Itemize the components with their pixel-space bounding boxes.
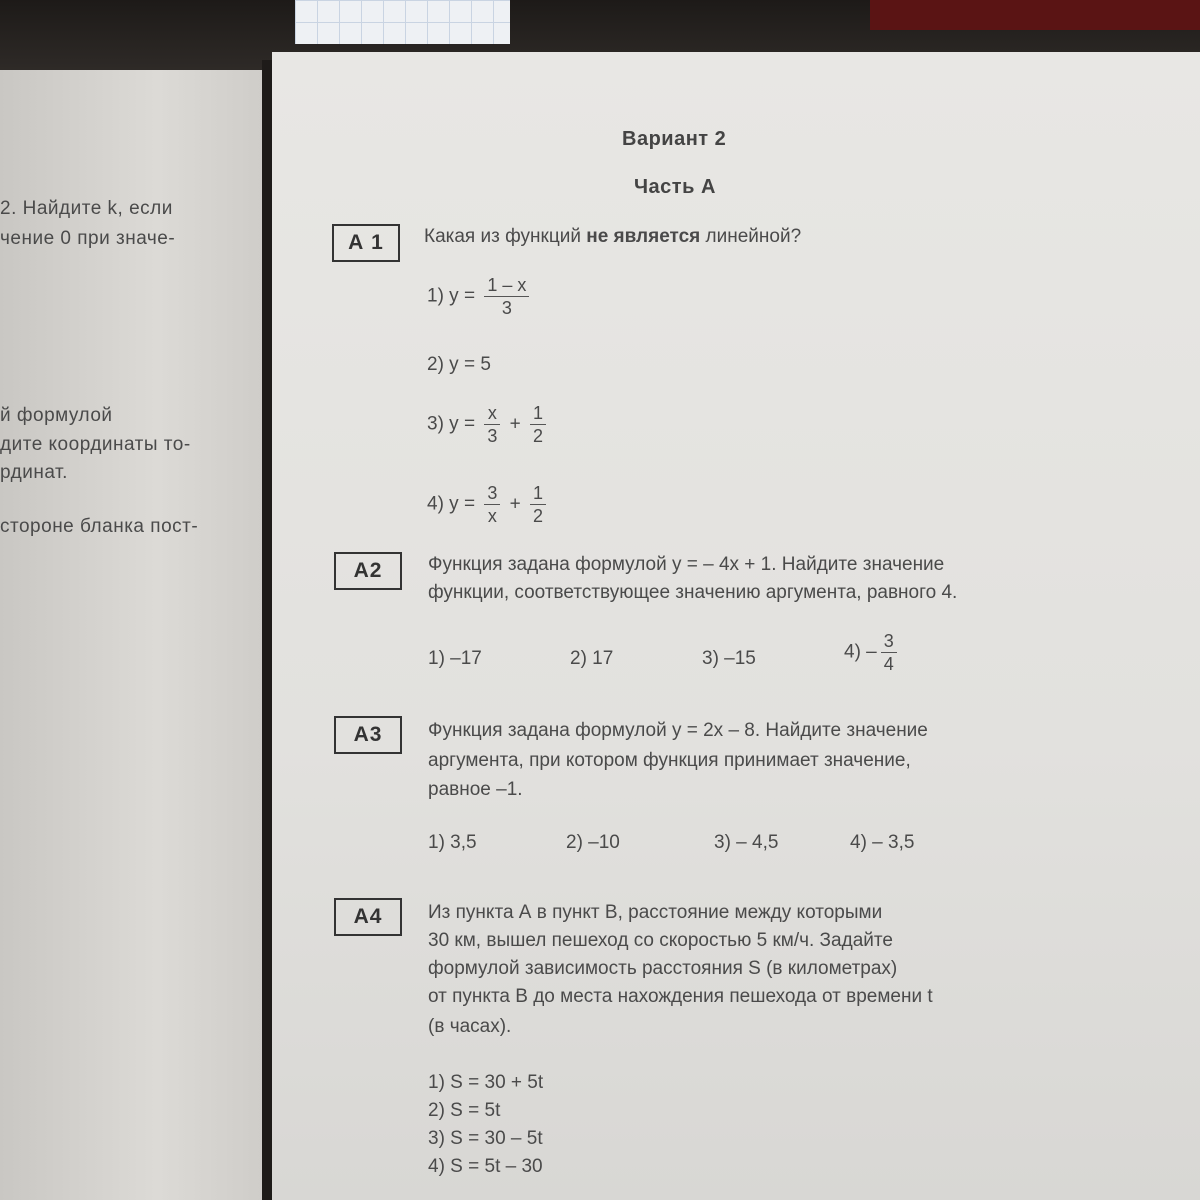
task-label-a2: А2 xyxy=(334,552,402,590)
a2-o4-den: 4 xyxy=(883,654,894,674)
a2-option-3: 3) –15 xyxy=(702,648,756,669)
a1-o3-fraction-2 xyxy=(530,402,546,447)
a1-option-4 xyxy=(427,482,550,527)
a1-option-3 xyxy=(427,402,550,447)
a4-question-line-4: от пункта В до места нахождения пешехода от времени t xyxy=(428,986,933,1007)
a4-option-2: 2) S = 5t xyxy=(428,1100,501,1121)
a1-o3-num1: x xyxy=(484,402,500,425)
a1-o3-num2: 1 xyxy=(530,402,546,425)
a3-question-line-3: равное –1. xyxy=(428,779,523,800)
a3-question-line-2: аргумента, при котором функция принимает значение, xyxy=(428,750,911,771)
a1-o1-num: 1 – x xyxy=(484,274,529,297)
a4-question-line-5: (в часах). xyxy=(428,1016,512,1037)
a1-question-pre: Какая из функций xyxy=(424,226,587,247)
a1-o4-fraction-1 xyxy=(484,482,500,527)
a2-question-line-1: Функция задана формулой y = – 4x + 1. Найдите значение xyxy=(428,554,945,575)
a3-option-2: 2) –10 xyxy=(566,832,620,853)
a2-o4-fraction xyxy=(881,630,897,675)
left-line-6: стороне бланка пост- xyxy=(0,516,199,537)
a4-question-line-1: Из пункта А в пункт В, расстояние между которыми xyxy=(428,902,883,923)
a1-o4-plus: + xyxy=(509,493,521,515)
a4-question-line-2: 30 км, вышел пешеход со скоростью 5 км/ч. Задайте xyxy=(428,930,893,951)
a1-o4-den2: 2 xyxy=(533,506,544,526)
a1-o3-prefix: 3) y = xyxy=(427,413,481,435)
a4-option-1: 1) S = 30 + 5t xyxy=(428,1072,544,1093)
left-line-1: 2. Найдите k, если xyxy=(0,198,173,219)
right-page xyxy=(272,52,1200,1200)
a1-o4-num1: 3 xyxy=(484,482,500,505)
a1-o4-prefix: 4) y = xyxy=(427,493,481,515)
a3-option-4: 4) – 3,5 xyxy=(850,832,915,853)
a1-question xyxy=(424,222,801,252)
a2-option-4 xyxy=(844,630,901,675)
a1-o4-num2: 1 xyxy=(530,482,546,505)
a2-option-1: 1) –17 xyxy=(428,648,482,669)
a1-question-bold: не является xyxy=(586,226,701,247)
a1-o3-den2: 2 xyxy=(533,426,544,446)
a1-o4-den1: x xyxy=(487,506,497,526)
part-title: Часть А xyxy=(634,176,716,198)
left-line-5: рдинат. xyxy=(0,462,68,483)
a1-o1-den: 3 xyxy=(501,298,512,318)
a1-question-post: линейной? xyxy=(700,226,802,247)
a4-question-line-3: формулой зависимость расстояния S (в километрах) xyxy=(428,958,898,979)
left-page xyxy=(0,70,262,1200)
left-line-3: й формулой xyxy=(0,405,113,426)
a2-o4-num: 3 xyxy=(881,630,897,653)
a1-o1-prefix: 1) y = xyxy=(427,285,481,307)
task-label-a3: А3 xyxy=(334,716,402,754)
a3-question-line-1: Функция задана формулой y = 2x – 8. Найдите значение xyxy=(428,720,928,741)
a2-o4-prefix: 4) – xyxy=(844,641,877,663)
a4-option-4: 4) S = 5t – 30 xyxy=(428,1156,543,1177)
a4-option-3: 3) S = 30 – 5t xyxy=(428,1128,543,1149)
a2-option-2: 2) 17 xyxy=(570,648,614,669)
task-label-a1: А 1 xyxy=(332,224,400,262)
left-line-2: чение 0 при значе- xyxy=(0,228,176,249)
a1-option-1 xyxy=(427,274,533,319)
a1-o4-fraction-2 xyxy=(530,482,546,527)
variant-title: Вариант 2 xyxy=(622,128,727,150)
a1-o1-fraction xyxy=(484,274,529,319)
a3-option-3: 3) – 4,5 xyxy=(714,832,779,853)
red-object xyxy=(870,0,1200,30)
a1-o3-den1: 3 xyxy=(487,426,498,446)
a3-option-1: 1) 3,5 xyxy=(428,832,477,853)
notebook-corner xyxy=(295,0,510,44)
a2-question-line-2: функции, соответствующее значению аргумента, равного 4. xyxy=(428,582,958,603)
a1-o3-fraction-1 xyxy=(484,402,500,447)
task-label-a4: А4 xyxy=(334,898,402,936)
a1-option-2: 2) y = 5 xyxy=(427,354,491,375)
a1-o3-plus: + xyxy=(509,413,521,435)
left-line-4: дите координаты то- xyxy=(0,434,191,455)
